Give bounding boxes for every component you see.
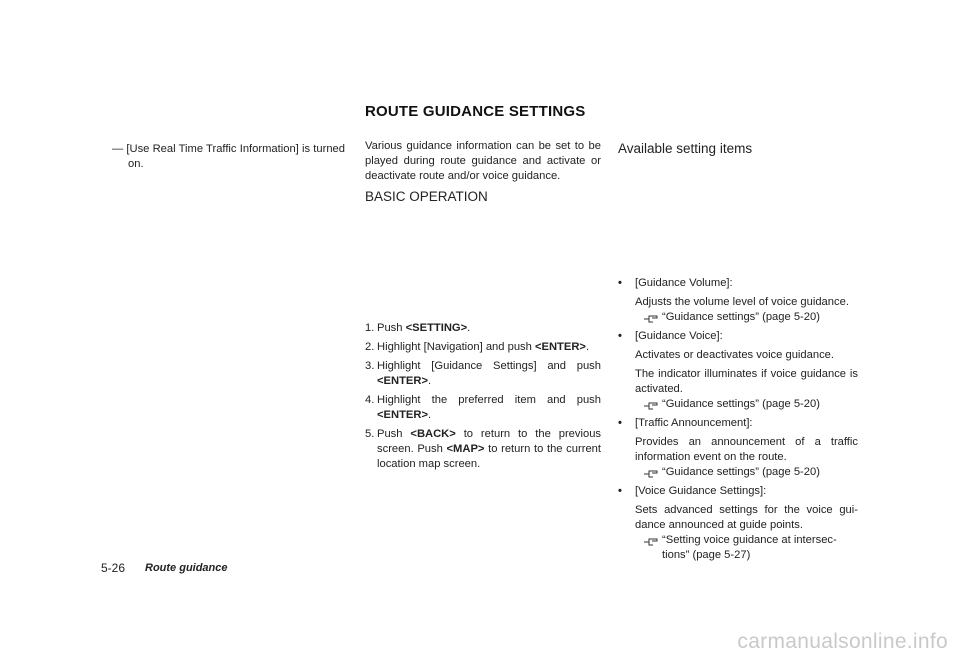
item-desc: Sets advanced settings for the voice gui-dance announced at guide points. (635, 504, 858, 531)
available-items-heading: Available setting items (618, 141, 753, 156)
intro-text: Various guidance information can be set to be played during route guidance and activate or deactivate route and/or voice guidance. (365, 140, 601, 182)
list-item (618, 329, 858, 412)
step-text-end: . (427, 409, 432, 421)
page-reference (635, 397, 858, 412)
section-title: ROUTE GUIDANCE SETTINGS (365, 103, 586, 120)
step-text-end: to return to the current location map screen. (377, 443, 601, 470)
page-reference (635, 465, 858, 480)
page-number: 5-26 (101, 561, 126, 575)
list-item (618, 484, 858, 563)
left-dash-item (103, 142, 345, 172)
dash-item-text: — [Use Real Time Traffic Information] is turned on. (112, 143, 345, 170)
steps-list (365, 321, 601, 476)
step-text: Highlight [Navigation] and push (377, 341, 535, 353)
item-desc: Adjusts the volume level of voice guidance. (635, 296, 849, 308)
step-text-end: . (585, 341, 590, 353)
pointing-hand-icon (643, 467, 659, 478)
step-number: 4. (365, 394, 375, 406)
pointing-hand-icon (643, 312, 659, 323)
page-reference (635, 310, 858, 325)
pointing-hand-icon (643, 535, 659, 546)
step-text-mid: to return to the previous screen. Push (377, 428, 602, 455)
item-label: [Traffic Announcement]: (635, 417, 753, 429)
reference-text: “Guidance settings” (page 5-20) (662, 466, 820, 478)
reference-text: “Setting voice guidance at intersec-tions” (page 5-27) (662, 534, 837, 561)
step-item (365, 359, 601, 389)
basic-operation-heading: BASIC OPERATION (365, 189, 488, 204)
pointing-hand-icon (643, 399, 659, 410)
key-label: <MAP> (446, 443, 485, 455)
settings-list (618, 276, 858, 567)
step-item (365, 321, 601, 336)
key-label: <ENTER> (377, 375, 428, 387)
step-number: 5. (365, 428, 375, 440)
step-text-end: . (427, 375, 432, 387)
item-desc: Activates or deactivates voice guidance. (635, 349, 834, 361)
list-item (618, 416, 858, 480)
reference-text: “Guidance settings” (page 5-20) (662, 398, 820, 410)
page-reference (635, 533, 858, 563)
item-label: [Voice Guidance Settings]: (635, 485, 767, 497)
step-item (365, 393, 601, 423)
key-label: <ENTER> (377, 409, 428, 421)
step-item (365, 340, 601, 355)
step-number: 3. (365, 360, 375, 372)
step-item (365, 427, 601, 472)
key-label: <BACK> (410, 428, 456, 440)
step-text-end: . (467, 322, 471, 334)
item-label: [Guidance Voice]: (635, 330, 723, 342)
intro-paragraph (365, 139, 601, 184)
step-text: Highlight [Guidance Settings] and push (377, 360, 601, 372)
key-label: <ENTER> (534, 341, 586, 353)
step-number: 2. (365, 341, 375, 353)
list-item (618, 276, 858, 325)
step-text: Highlight the preferred item and push (377, 394, 601, 406)
item-label: [Guidance Volume]: (635, 277, 733, 289)
reference-text: “Guidance settings” (page 5-20) (662, 311, 820, 323)
chapter-title: Route guidance (145, 562, 228, 574)
bullet-dot: • (618, 417, 622, 429)
step-text: Push (377, 322, 406, 334)
bullet-dot: • (618, 485, 622, 497)
item-desc: Provides an announcement of a traffic information event on the route. (635, 436, 858, 463)
step-text: Push (377, 428, 411, 440)
watermark: carmanualsonline.info (737, 630, 948, 653)
step-number: 1. (365, 322, 375, 334)
item-desc: The indicator illuminates if voice guidance is activated. (635, 368, 858, 395)
key-label: <SETTING> (405, 322, 468, 334)
bullet-dot: • (618, 277, 622, 289)
bullet-dot: • (618, 330, 622, 342)
